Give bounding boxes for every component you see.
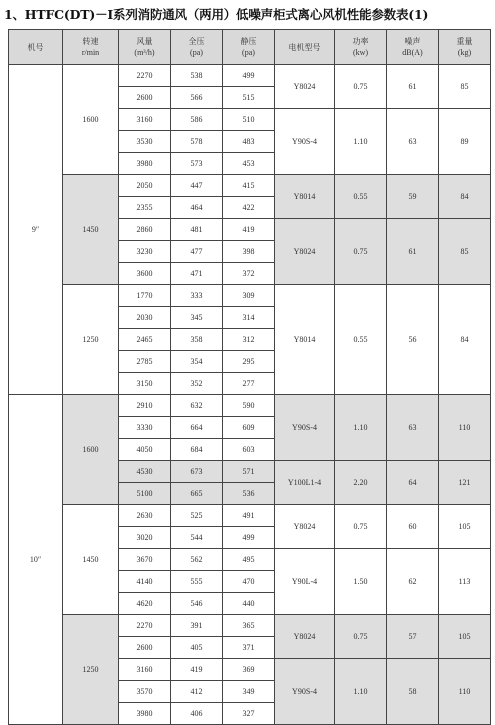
flow-cell: 3670 xyxy=(119,549,171,571)
static-pressure-cell: 419 xyxy=(223,219,275,241)
static-pressure-cell: 372 xyxy=(223,263,275,285)
static-pressure-cell: 536 xyxy=(223,483,275,505)
weight-cell: 113 xyxy=(439,549,491,615)
table-row xyxy=(9,285,491,307)
header-row xyxy=(9,30,491,65)
header-noise: 噪声 dB(A) xyxy=(387,30,439,65)
total-pressure-cell: 632 xyxy=(171,395,223,417)
flow-cell: 2630 xyxy=(119,505,171,527)
static-pressure-cell: 440 xyxy=(223,593,275,615)
noise-cell: 64 xyxy=(387,461,439,505)
total-pressure-cell: 412 xyxy=(171,681,223,703)
total-pressure-cell: 391 xyxy=(171,615,223,637)
power-cell: 1.10 xyxy=(335,395,387,461)
noise-cell: 57 xyxy=(387,615,439,659)
static-pressure-cell: 499 xyxy=(223,65,275,87)
table-row xyxy=(9,615,491,637)
total-pressure-cell: 471 xyxy=(171,263,223,285)
total-pressure-cell: 586 xyxy=(171,109,223,131)
static-pressure-cell: 309 xyxy=(223,285,275,307)
motor-cell: Y8024 xyxy=(275,65,335,109)
flow-cell: 3160 xyxy=(119,109,171,131)
flow-cell: 2785 xyxy=(119,351,171,373)
weight-cell: 105 xyxy=(439,615,491,659)
flow-cell: 2910 xyxy=(119,395,171,417)
power-cell: 0.75 xyxy=(335,615,387,659)
noise-cell: 61 xyxy=(387,65,439,109)
flow-cell: 2465 xyxy=(119,329,171,351)
total-pressure-cell: 406 xyxy=(171,703,223,725)
header-flow: 风量 (m³/h) xyxy=(119,30,171,65)
table-row xyxy=(9,505,491,527)
static-pressure-cell: 590 xyxy=(223,395,275,417)
weight-cell: 84 xyxy=(439,175,491,219)
static-pressure-cell: 609 xyxy=(223,417,275,439)
noise-cell: 58 xyxy=(387,659,439,725)
motor-cell: Y100L1-4 xyxy=(275,461,335,505)
total-pressure-cell: 345 xyxy=(171,307,223,329)
flow-cell: 2030 xyxy=(119,307,171,329)
noise-cell: 59 xyxy=(387,175,439,219)
motor-cell: Y8014 xyxy=(275,175,335,219)
flow-cell: 3230 xyxy=(119,241,171,263)
total-pressure-cell: 673 xyxy=(171,461,223,483)
total-pressure-cell: 544 xyxy=(171,527,223,549)
weight-cell: 121 xyxy=(439,461,491,505)
flow-cell: 3600 xyxy=(119,263,171,285)
static-pressure-cell: 491 xyxy=(223,505,275,527)
weight-cell: 85 xyxy=(439,65,491,109)
static-pressure-cell: 314 xyxy=(223,307,275,329)
power-cell: 1.50 xyxy=(335,549,387,615)
noise-cell: 61 xyxy=(387,219,439,285)
power-cell: 0.55 xyxy=(335,285,387,395)
total-pressure-cell: 664 xyxy=(171,417,223,439)
speed-cell: 1250 xyxy=(63,285,119,395)
flow-cell: 2355 xyxy=(119,197,171,219)
model-cell: 10″ xyxy=(9,395,63,725)
header-total-pressure: 全压 (pa) xyxy=(171,30,223,65)
total-pressure-cell: 578 xyxy=(171,131,223,153)
flow-cell: 3980 xyxy=(119,703,171,725)
speed-cell: 1450 xyxy=(63,175,119,285)
total-pressure-cell: 464 xyxy=(171,197,223,219)
speed-cell: 1450 xyxy=(63,505,119,615)
noise-cell: 60 xyxy=(387,505,439,549)
flow-cell: 3020 xyxy=(119,527,171,549)
flow-cell: 4620 xyxy=(119,593,171,615)
total-pressure-cell: 573 xyxy=(171,153,223,175)
total-pressure-cell: 555 xyxy=(171,571,223,593)
table-row xyxy=(9,395,491,417)
speed-cell: 1600 xyxy=(63,395,119,505)
flow-cell: 3150 xyxy=(119,373,171,395)
total-pressure-cell: 477 xyxy=(171,241,223,263)
table-row xyxy=(9,175,491,197)
motor-cell: Y8024 xyxy=(275,219,335,285)
table-row xyxy=(9,65,491,87)
header-motor: 电机型号 xyxy=(275,30,335,65)
header-model: 机号 xyxy=(9,30,63,65)
performance-table xyxy=(8,29,491,725)
flow-cell: 2050 xyxy=(119,175,171,197)
static-pressure-cell: 603 xyxy=(223,439,275,461)
header-weight: 重量 (kg) xyxy=(439,30,491,65)
header-speed: 转速 r/min xyxy=(63,30,119,65)
flow-cell: 2270 xyxy=(119,65,171,87)
weight-cell: 110 xyxy=(439,395,491,461)
speed-cell: 1250 xyxy=(63,615,119,725)
power-cell: 0.75 xyxy=(335,505,387,549)
speed-cell: 1600 xyxy=(63,65,119,175)
weight-cell: 110 xyxy=(439,659,491,725)
total-pressure-cell: 566 xyxy=(171,87,223,109)
motor-cell: Y8014 xyxy=(275,285,335,395)
total-pressure-cell: 562 xyxy=(171,549,223,571)
static-pressure-cell: 499 xyxy=(223,527,275,549)
weight-cell: 105 xyxy=(439,505,491,549)
total-pressure-cell: 333 xyxy=(171,285,223,307)
static-pressure-cell: 295 xyxy=(223,351,275,373)
noise-cell: 62 xyxy=(387,549,439,615)
static-pressure-cell: 369 xyxy=(223,659,275,681)
motor-cell: Y8024 xyxy=(275,615,335,659)
power-cell: 1.10 xyxy=(335,659,387,725)
static-pressure-cell: 398 xyxy=(223,241,275,263)
static-pressure-cell: 515 xyxy=(223,87,275,109)
total-pressure-cell: 481 xyxy=(171,219,223,241)
flow-cell: 3160 xyxy=(119,659,171,681)
static-pressure-cell: 453 xyxy=(223,153,275,175)
flow-cell: 4050 xyxy=(119,439,171,461)
static-pressure-cell: 470 xyxy=(223,571,275,593)
flow-cell: 3530 xyxy=(119,131,171,153)
weight-cell: 89 xyxy=(439,109,491,175)
weight-cell: 85 xyxy=(439,219,491,285)
static-pressure-cell: 483 xyxy=(223,131,275,153)
total-pressure-cell: 419 xyxy=(171,659,223,681)
total-pressure-cell: 405 xyxy=(171,637,223,659)
total-pressure-cell: 538 xyxy=(171,65,223,87)
static-pressure-cell: 510 xyxy=(223,109,275,131)
static-pressure-cell: 422 xyxy=(223,197,275,219)
model-cell: 9″ xyxy=(9,65,63,395)
static-pressure-cell: 277 xyxy=(223,373,275,395)
flow-cell: 2600 xyxy=(119,637,171,659)
power-cell: 2.20 xyxy=(335,461,387,505)
total-pressure-cell: 525 xyxy=(171,505,223,527)
noise-cell: 63 xyxy=(387,395,439,461)
static-pressure-cell: 365 xyxy=(223,615,275,637)
flow-cell: 5100 xyxy=(119,483,171,505)
power-cell: 1.10 xyxy=(335,109,387,175)
weight-cell: 84 xyxy=(439,285,491,395)
flow-cell: 4530 xyxy=(119,461,171,483)
flow-cell: 3570 xyxy=(119,681,171,703)
total-pressure-cell: 358 xyxy=(171,329,223,351)
header-power: 功率 (kw) xyxy=(335,30,387,65)
total-pressure-cell: 546 xyxy=(171,593,223,615)
flow-cell: 4140 xyxy=(119,571,171,593)
total-pressure-cell: 354 xyxy=(171,351,223,373)
power-cell: 0.75 xyxy=(335,65,387,109)
static-pressure-cell: 495 xyxy=(223,549,275,571)
page-title: 1、HTFC(DT)－Ⅰ系列消防通风（两用）低噪声柜式离心风机性能参数表(1) xyxy=(4,7,429,22)
total-pressure-cell: 684 xyxy=(171,439,223,461)
motor-cell: Y90S-4 xyxy=(275,395,335,461)
flow-cell: 2600 xyxy=(119,87,171,109)
flow-cell: 2270 xyxy=(119,615,171,637)
static-pressure-cell: 327 xyxy=(223,703,275,725)
flow-cell: 1770 xyxy=(119,285,171,307)
power-cell: 0.75 xyxy=(335,219,387,285)
power-cell: 0.55 xyxy=(335,175,387,219)
total-pressure-cell: 352 xyxy=(171,373,223,395)
static-pressure-cell: 571 xyxy=(223,461,275,483)
motor-cell: Y90S-4 xyxy=(275,659,335,725)
static-pressure-cell: 415 xyxy=(223,175,275,197)
motor-cell: Y90L-4 xyxy=(275,549,335,615)
flow-cell: 3980 xyxy=(119,153,171,175)
motor-cell: Y90S-4 xyxy=(275,109,335,175)
motor-cell: Y8024 xyxy=(275,505,335,549)
noise-cell: 56 xyxy=(387,285,439,395)
static-pressure-cell: 349 xyxy=(223,681,275,703)
flow-cell: 2860 xyxy=(119,219,171,241)
static-pressure-cell: 371 xyxy=(223,637,275,659)
flow-cell: 3330 xyxy=(119,417,171,439)
static-pressure-cell: 312 xyxy=(223,329,275,351)
header-static-pressure: 静压 (pa) xyxy=(223,30,275,65)
total-pressure-cell: 665 xyxy=(171,483,223,505)
noise-cell: 63 xyxy=(387,109,439,175)
total-pressure-cell: 447 xyxy=(171,175,223,197)
